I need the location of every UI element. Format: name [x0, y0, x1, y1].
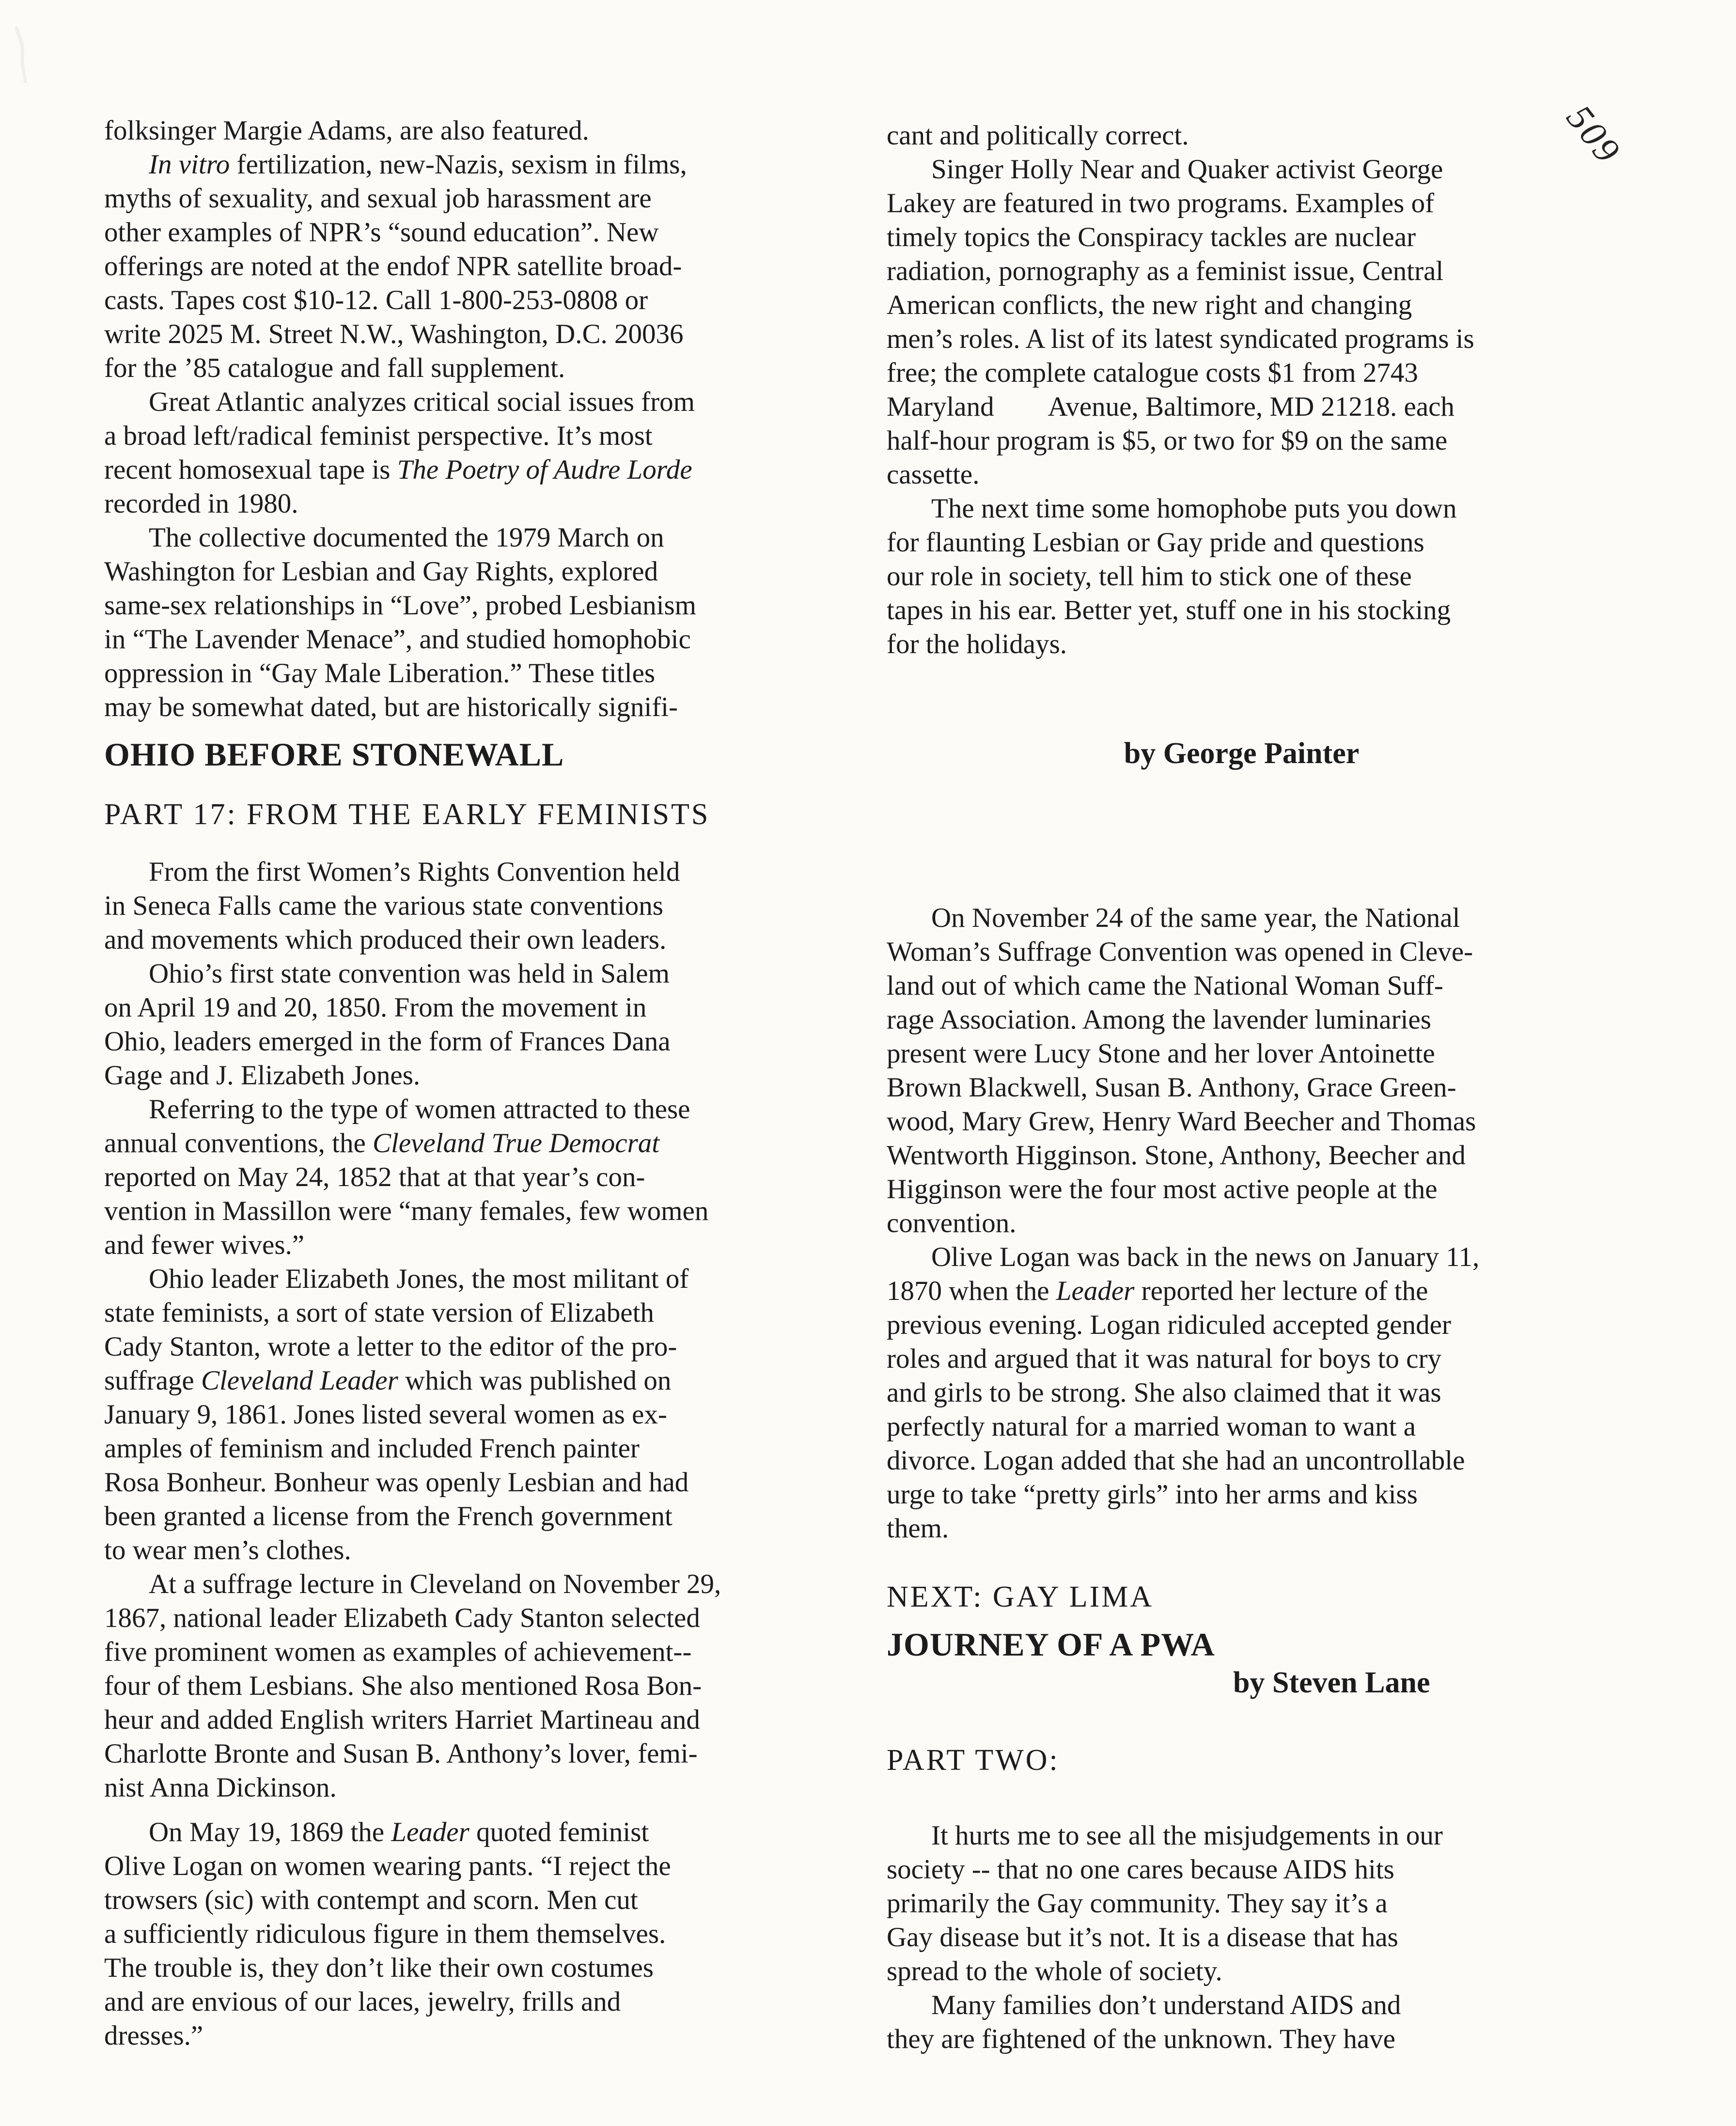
text-segment: which was published on [398, 1365, 672, 1396]
text-line: At a suffrage lecture in Cleveland on November 29, [149, 1569, 721, 1599]
right-column [887, 119, 1596, 2056]
text-line: Singer Holly Near and Quaker activist George [931, 154, 1443, 185]
italic-text-segment: The Poetry of Audre Lorde [397, 454, 692, 485]
text-line: American conflicts, the new right and changing [887, 290, 1412, 320]
text-line: Higginson were the four most active people at the [887, 1174, 1438, 1204]
text-segment: fertilization, new-Nazis, sexism in films, [230, 149, 687, 180]
text-line: to wear men’s clothes. [104, 1535, 351, 1565]
text-line: oppression in “Gay Male Liberation.” These titles [104, 658, 656, 688]
text-line: in Seneca Falls came the various state conventions [104, 891, 663, 921]
text-line: Gay disease but it’s not. It is a disease that has [887, 1922, 1398, 1953]
paragraph-cleveland-true-democrat [104, 1093, 814, 1262]
heading-journey-of-a-pwa: JOURNEY OF A PWA [887, 1626, 1215, 1663]
text-line [887, 1274, 1596, 1308]
paragraph-olive-logan-lecture [887, 1240, 1596, 1546]
paragraph-national-suffrage-convention [887, 901, 1596, 1240]
text-line: spread to the whole of society. [887, 1956, 1222, 1986]
text-line: Cady Stanton, wrote a letter to the editor of the pro- [104, 1331, 677, 1362]
text-line: write 2025 M. Street N.W., Washington, D.C. 20036 [104, 319, 684, 349]
byline-steven-lane: by Steven Lane [1233, 1666, 1430, 1699]
text-line: reported on May 24, 1852 that at that year’s con- [104, 1162, 645, 1192]
text-line: for flaunting Lesbian or Gay pride and questions [887, 527, 1424, 558]
text-line: It hurts me to see all the misjudgements in our [931, 1820, 1443, 1851]
paragraph-homophobe-stocking [887, 492, 1596, 661]
text-segment: recent homosexual tape is [104, 454, 397, 485]
scan-artifact-mark [13, 25, 32, 83]
text-line: they are fightened of the unknown. They have [887, 2024, 1395, 2054]
text-line: half-hour program is $5, or two for $9 on the same [887, 425, 1448, 456]
text-line [104, 1364, 814, 1398]
text-line: Ohio leader Elizabeth Jones, the most militant of [149, 1264, 689, 1294]
text-line: Referring to the type of women attracted to these [149, 1094, 690, 1125]
text-line: trowsers (sic) with contempt and scorn. Men cut [104, 1885, 638, 1915]
text-line: other examples of NPR’s “sound education”. New [104, 217, 659, 248]
text-line: five prominent women as examples of achievement-- [104, 1637, 692, 1667]
page-number: 509 [1559, 97, 1629, 172]
text-line: roles and argued that it was natural for boys to cry [887, 1344, 1441, 1374]
text-line [104, 453, 814, 487]
heading-ohio-before-stonewall: OHIO BEFORE STONEWALL [104, 736, 564, 773]
text-line: may be somewhat dated, but are historically signifi- [104, 692, 678, 722]
text-line: amples of feminism and included French painter [104, 1433, 640, 1464]
text-line: in “The Lavender Menace”, and studied homophobic [104, 624, 691, 655]
text-line: Rosa Bonheur. Bonheur was openly Lesbian and had [104, 1467, 689, 1498]
paragraph-holly-near-lakey [887, 153, 1596, 492]
text-line: timely topics the Conspiracy tackles are nuclear [887, 222, 1416, 252]
text-segment: quoted feminist [469, 1817, 649, 1847]
text-line: radiation, pornography as a feminist issue, Central [887, 256, 1444, 286]
text-line: a sufficiently ridiculous figure in them themselves. [104, 1919, 666, 1949]
text-segment: On May 19, 1869 the [149, 1817, 391, 1847]
text-line [104, 148, 814, 182]
text-line: From the first Women’s Rights Convention held [149, 857, 680, 887]
text-line: cant and politically correct. [887, 120, 1189, 151]
text-segment: reported her lecture of the [1134, 1276, 1428, 1306]
text-line: been granted a license from the French government [104, 1501, 673, 1532]
paragraph-families-aids [887, 1988, 1596, 2056]
text-segment: 1870 when the [887, 1276, 1056, 1306]
subheading-part-two: PART TWO: [887, 1744, 1060, 1777]
left-column [104, 114, 814, 2053]
paragraph-significant-continued [887, 119, 1596, 153]
text-line: perfectly natural for a married woman to want a [887, 1411, 1416, 1442]
text-line: primarily the Gay community. They say it’s a [887, 1888, 1388, 1919]
text-line: The trouble is, they don’t like their own costumes [104, 1953, 654, 1983]
text-line: men’s roles. A list of its latest syndicated programs is [887, 324, 1474, 354]
text-line: society -- that no one cares because AIDS hits [887, 1854, 1394, 1885]
text-line: nist Anna Dickinson. [104, 1772, 337, 1803]
text-line: present were Lucy Stone and her lover Antoinette [887, 1038, 1435, 1069]
subheading-part-17-from-the-early-feminists: PART 17: FROM THE EARLY FEMINISTS [104, 798, 710, 831]
heading-next-gay-lima: NEXT: GAY LIMA [887, 1580, 1154, 1613]
text-line: Lakey are featured in two programs. Examples of [887, 188, 1435, 219]
text-line: heur and added English writers Harriet Martineau and [104, 1704, 700, 1735]
text-line: Great Atlantic analyzes critical social issues from [149, 387, 695, 417]
text-line: free; the complete catalogue costs $1 from 2743 [887, 358, 1418, 388]
text-line: divorce. Logan added that she had an uncontrollable [887, 1445, 1465, 1476]
text-line: dresses.” [104, 2020, 203, 2051]
paragraph-elizabeth-jones [104, 1262, 814, 1567]
text-line: wood, Mary Grew, Henry Ward Beecher and Thomas [887, 1106, 1476, 1137]
paragraph-great-atlantic [104, 385, 814, 521]
text-line: On November 24 of the same year, the National [931, 903, 1460, 933]
text-line: casts. Tapes cost $10-12. Call 1-800-253-0808 or [104, 285, 648, 315]
paragraph-seneca-falls [104, 855, 814, 957]
text-line: Charlotte Bronte and Susan B. Anthony’s lover, femi- [104, 1738, 698, 1769]
text-line: them. [887, 1513, 949, 1544]
italic-text-segment: Cleveland Leader [201, 1365, 398, 1396]
paragraph-collective-1979-march [104, 521, 814, 724]
text-line: urge to take “pretty girls” into her arms and kiss [887, 1479, 1418, 1510]
text-line: Maryland Avenue, Baltimore, MD 21218. each [887, 391, 1454, 422]
text-segment: suffrage [104, 1365, 201, 1396]
paragraph-olive-logan-pants [104, 1815, 814, 2053]
text-line: previous evening. Logan ridiculed accepted gender [887, 1310, 1451, 1340]
text-line: for the ’85 catalogue and fall supplement. [104, 353, 565, 383]
text-line: January 9, 1861. Jones listed several women as ex- [104, 1399, 667, 1430]
italic-text-segment: In vitro [149, 149, 230, 180]
text-line: vention in Massillon were “many females, few women [104, 1196, 709, 1226]
text-line: recorded in 1980. [104, 488, 298, 519]
text-line: offerings are noted at the endof NPR satellite broad- [104, 251, 682, 281]
text-line: a broad left/radical feminist perspective. It’s most [104, 421, 653, 451]
text-line: Olive Logan on women wearing pants. “I reject the [104, 1851, 671, 1881]
text-line: myths of sexuality, and sexual job harassment are [104, 183, 652, 214]
text-line: 1867, national leader Elizabeth Cady Stanton selected [104, 1603, 700, 1633]
text-line: Gage and J. Elizabeth Jones. [104, 1060, 421, 1091]
text-segment: annual conventions, the [104, 1128, 373, 1158]
text-line [104, 1815, 814, 1849]
text-line: Woman’s Suffrage Convention was opened in Cleve- [887, 937, 1473, 967]
text-line: folksinger Margie Adams, are also featured. [104, 115, 589, 146]
text-line: The next time some homophobe puts you down [931, 493, 1457, 524]
paragraph-misjudgements [887, 1819, 1596, 1988]
text-line: Many families don’t understand AIDS and [931, 1990, 1401, 2020]
text-line: our role in society, tell him to stick one of these [887, 561, 1412, 592]
text-line: Olive Logan was back in the news on January 11, [931, 1242, 1480, 1272]
text-line: land out of which came the National Woman Suff- [887, 970, 1443, 1001]
text-line: and movements which produced their own leaders. [104, 924, 667, 955]
text-line: on April 19 and 20, 1850. From the movement in [104, 992, 647, 1023]
paragraph-npr-sound-education [104, 148, 814, 385]
italic-text-segment: Cleveland True Democrat [373, 1128, 660, 1158]
text-line [104, 1126, 814, 1160]
text-line: and fewer wives.” [104, 1230, 305, 1260]
text-line: Ohio, leaders emerged in the form of Frances Dana [104, 1026, 671, 1057]
paragraph-stanton-lecture [104, 1567, 814, 1805]
text-line: cassette. [887, 459, 980, 490]
text-line: state feminists, a sort of state version of Elizabeth [104, 1297, 654, 1328]
italic-text-segment: Leader [391, 1817, 469, 1847]
text-line: Washington for Lesbian and Gay Rights, explored [104, 556, 658, 587]
text-line: and are envious of our laces, jewelry, frills and [104, 1986, 621, 2017]
text-line: and girls to be strong. She also claimed that it was [887, 1377, 1441, 1408]
text-line: Brown Blackwell, Susan B. Anthony, Grace Green- [887, 1072, 1456, 1103]
paragraph-ohio-first-convention [104, 957, 814, 1093]
paragraph-npr-tapes-continued [104, 114, 814, 148]
byline-george-painter: by George Painter [1124, 737, 1360, 770]
text-line: convention. [887, 1208, 1017, 1238]
text-line: Ohio’s first state convention was held in Salem [149, 958, 670, 989]
italic-text-segment: Leader [1056, 1276, 1135, 1306]
text-line: for the holidays. [887, 629, 1067, 659]
text-line: tapes in his ear. Better yet, stuff one in his stocking [887, 595, 1451, 625]
text-line: same-sex relationships in “Love”, probed Lesbianism [104, 590, 696, 621]
text-line: rage Association. Among the lavender luminaries [887, 1004, 1431, 1035]
text-line: four of them Lesbians. She also mentioned Rosa Bon- [104, 1671, 702, 1701]
text-line: Wentworth Higginson. Stone, Anthony, Beecher and [887, 1140, 1466, 1171]
text-line: The collective documented the 1979 March on [149, 522, 664, 553]
